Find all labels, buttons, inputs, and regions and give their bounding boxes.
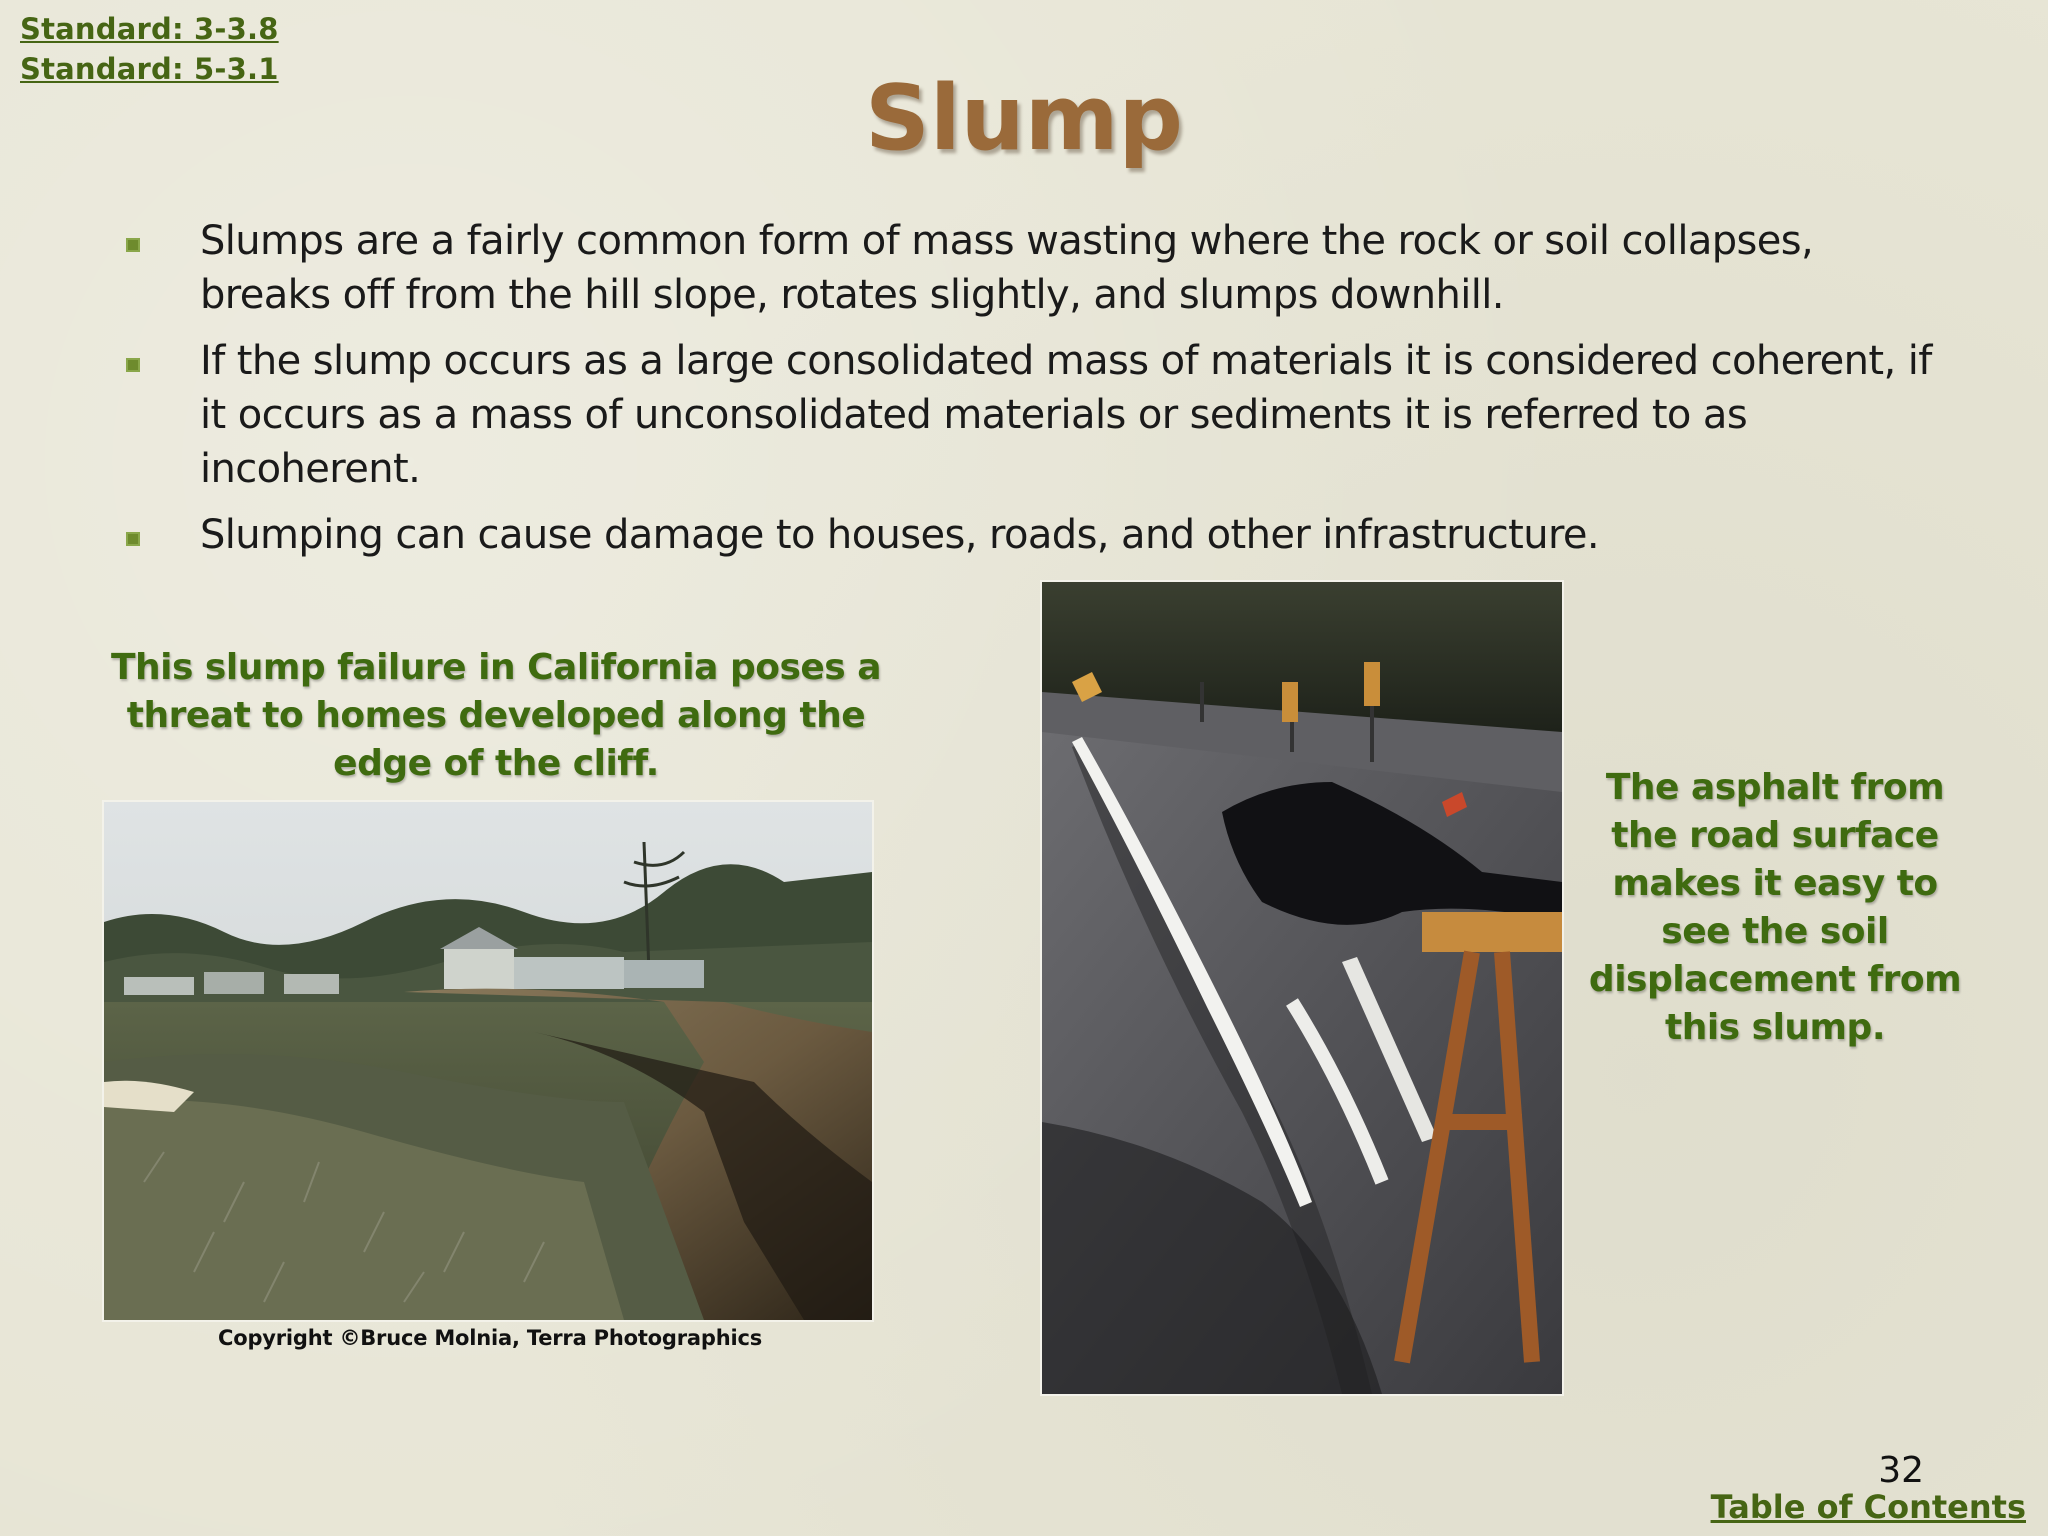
bullet-item: [120, 508, 1940, 562]
bullet-text: Slumps are a fairly common form of mass wasting where the rock or soil collapses, breaks off from the hill slope, rotates slightly, and slumps downhill.: [200, 218, 1814, 318]
slide-title: Slump: [865, 66, 1183, 171]
square-bullet-icon: [126, 238, 140, 252]
page-number: 32: [1878, 1450, 1924, 1491]
bullet-text: Slumping can cause damage to houses, roads, and other infrastructure.: [200, 512, 1600, 558]
road-photo-caption: The asphalt from the road surface makes it easy to see the soil displacement from this slump.: [1588, 767, 1962, 1048]
photo-copyright: Copyright ©Bruce Molnia, Terra Photographics: [218, 1326, 762, 1350]
cliff-photo-caption: This slump failure in California poses a threat to homes developed along the edge of the cliff.: [110, 647, 882, 784]
table-of-contents-link[interactable]: Table of Contents: [1710, 1488, 2026, 1526]
road-slump-photo: [1040, 580, 1564, 1396]
cliff-slump-photo: [102, 800, 874, 1322]
square-bullet-icon: [126, 532, 140, 546]
bullet-item: [120, 214, 1940, 322]
square-bullet-icon: [126, 358, 140, 372]
bullet-item: [120, 334, 1940, 496]
bullet-text: If the slump occurs as a large consolidated mass of materials it is considered coherent, if it occurs as a mass of unconsolidated materials or sediments it is referred to as incoherent.: [200, 338, 1932, 492]
standard-link-2[interactable]: Standard: 5-3.1: [20, 52, 279, 86]
bullet-list: [120, 214, 1940, 574]
standard-link-1[interactable]: Standard: 3-3.8: [20, 12, 279, 46]
